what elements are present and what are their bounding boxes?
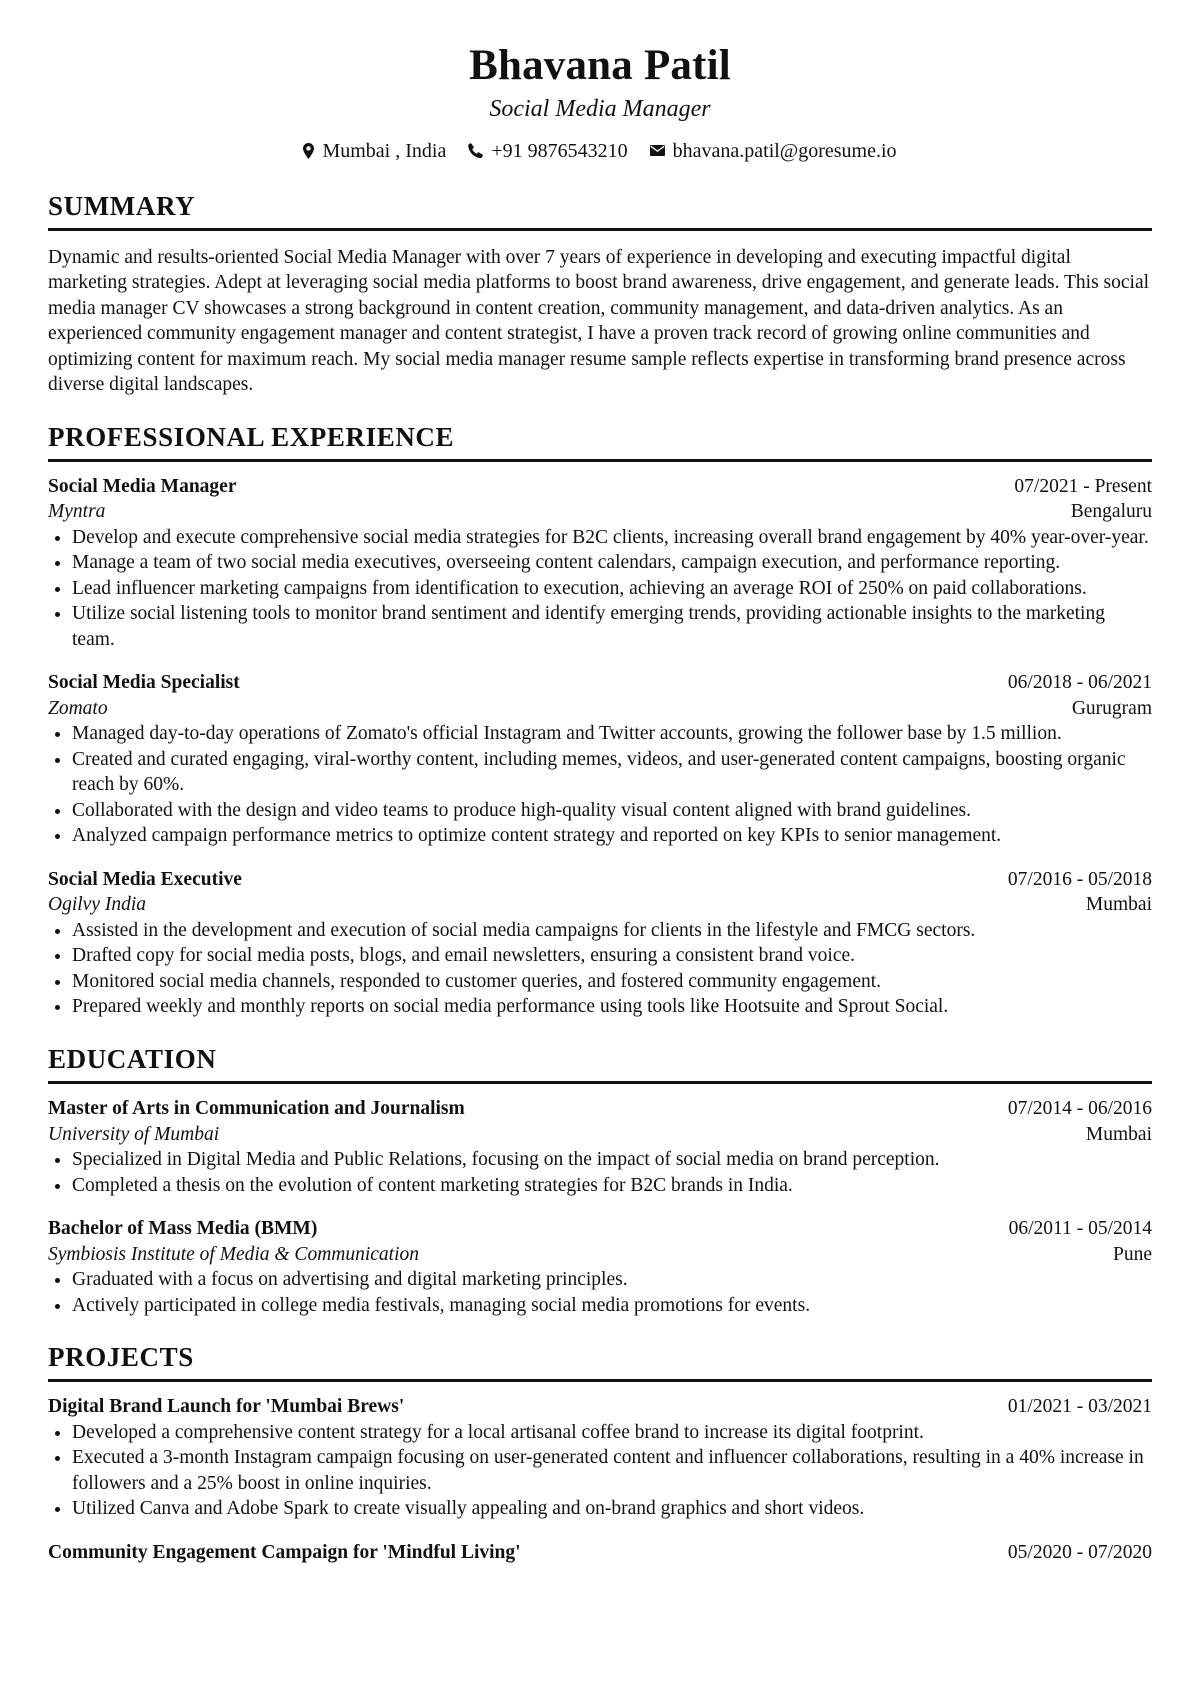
- job-bullet: • Managed day-to-day operations of Zomato's official Instagram and Twitter accounts, growing the follower base by 1.5 million.: [72, 721, 1152, 747]
- education-section: [48, 1042, 1152, 1318]
- job-bullet: • Monitored social media channels, responded to customer queries, and fostered community engagement.: [72, 969, 1152, 995]
- job-dates: 07/2016 - 05/2018: [1007, 868, 1152, 890]
- education-entry: [48, 1216, 1152, 1318]
- project-entry: [48, 1394, 1152, 1522]
- location-text: Mumbai , India: [322, 139, 447, 162]
- job-bullet: • Develop and execute comprehensive social media strategies for B2C clients, increasing overall brand engagement by 40% year-over-year.: [72, 525, 1152, 551]
- job-location: Gurugram: [1071, 697, 1152, 719]
- job-bullet: • Lead influencer marketing campaigns from identification to execution, achieving an average ROI of 250% on paid collaborations.: [72, 576, 1152, 602]
- education-dates: 06/2011 - 05/2014: [1008, 1218, 1152, 1240]
- email-link[interactable]: bhavana.patil@goresume.io: [672, 139, 897, 162]
- project-bullet: • Executed a 3-month Instagram campaign focusing on user-generated content and influencer collaborations, resulting in a 40% increase in followers and a 25% boost in online inquiries.: [72, 1445, 1152, 1496]
- candidate-title: Social Media Manager: [489, 95, 711, 122]
- school-name: University of Mumbai: [48, 1123, 220, 1145]
- job-bullets: [48, 525, 1152, 653]
- project-bullet: • Utilized Canva and Adobe Spark to create visually appealing and on-brand graphics and short videos.: [72, 1496, 1152, 1522]
- contact-location: [303, 137, 446, 165]
- job-location: Mumbai: [1085, 894, 1152, 916]
- job-bullet: • Utilize social listening tools to monitor brand sentiment and identify emerging trends, providing actionable insights to the marketing team.: [72, 601, 1152, 652]
- job-entry: [48, 867, 1152, 1020]
- project-title: Community Engagement Campaign for 'Mindful Living': [48, 1541, 521, 1563]
- job-bullet: • Created and curated engaging, viral-worthy content, including memes, videos, and user-generated content campaigns, boosting organic reach by 60%.: [72, 747, 1152, 798]
- summary-heading: SUMMARY: [48, 189, 1152, 231]
- job-bullet: • Collaborated with the design and video teams to produce high-quality visual content aligned with brand guidelines.: [72, 798, 1152, 824]
- education-dates: 07/2014 - 06/2016: [1007, 1098, 1152, 1120]
- job-bullet: • Drafted copy for social media posts, blogs, and email newsletters, ensuring a consistent brand voice.: [72, 943, 1152, 969]
- candidate-name: Bhavana Patil: [469, 42, 731, 89]
- project-bullets: [48, 1420, 1152, 1522]
- phone-icon: [468, 143, 483, 158]
- education-bullets: [48, 1147, 1152, 1198]
- project-title: Digital Brand Launch for 'Mumbai Brews': [48, 1396, 405, 1418]
- school-location: Mumbai: [1085, 1123, 1152, 1145]
- job-bullets: [48, 721, 1152, 849]
- job-bullet: • Analyzed campaign performance metrics to optimize content strategy and reported on key KPIs to senior management.: [72, 823, 1152, 849]
- education-bullet: • Specialized in Digital Media and Public Relations, focusing on the impact of social media on brand perception.: [72, 1147, 1152, 1173]
- school-location: Pune: [1113, 1243, 1152, 1265]
- project-dates: 01/2021 - 03/2021: [1007, 1396, 1152, 1418]
- projects-heading: PROJECTS: [48, 1340, 1152, 1382]
- education-heading: EDUCATION: [48, 1042, 1152, 1084]
- location-pin-icon: [303, 143, 314, 159]
- education-bullet: • Completed a thesis on the evolution of content marketing strategies for B2C brands in India.: [72, 1173, 1152, 1199]
- job-company: Zomato: [48, 697, 108, 719]
- job-dates: 07/2021 - Present: [1014, 475, 1152, 497]
- resume-header: [48, 40, 1152, 165]
- projects-section: [48, 1340, 1152, 1565]
- job-bullet: • Manage a team of two social media executives, overseeing content calendars, campaign execution, and performance reporting.: [72, 550, 1152, 576]
- summary-section: [48, 189, 1152, 398]
- job-bullet: • Prepared weekly and monthly reports on social media performance using tools like Hootsuite and Sprout Social.: [72, 994, 1152, 1020]
- contact-line: [48, 137, 1152, 165]
- project-dates: 05/2020 - 07/2020: [1007, 1541, 1152, 1563]
- school-name: Symbiosis Institute of Media & Communication: [48, 1243, 420, 1265]
- education-bullet: • Actively participated in college media festivals, managing social media promotions for events.: [72, 1293, 1152, 1319]
- job-company: Myntra: [48, 501, 106, 523]
- project-bullet: • Developed a comprehensive content strategy for a local artisanal coffee brand to increase its digital footprint.: [72, 1420, 1152, 1446]
- contact-phone: [468, 137, 627, 165]
- envelope-icon: [650, 145, 665, 156]
- degree-title: Master of Arts in Communication and Journalism: [48, 1098, 465, 1120]
- education-bullet: • Graduated with a focus on advertising and digital marketing principles.: [72, 1267, 1152, 1293]
- phone-text[interactable]: +91 9876543210: [491, 139, 628, 162]
- degree-title: Bachelor of Mass Media (BMM): [48, 1218, 318, 1240]
- job-entry: [48, 670, 1152, 849]
- job-entry: [48, 474, 1152, 653]
- job-title: Social Media Executive: [48, 868, 242, 890]
- education-entry: [48, 1096, 1152, 1198]
- experience-section: [48, 420, 1152, 1020]
- job-location: Bengaluru: [1070, 501, 1152, 523]
- summary-text: Dynamic and results-oriented Social Media Manager with over 7 years of experience in developing and executing impactful digital marketing strategies. Adept at leveraging social media platforms to boost brand awareness, drive engagement, and generate leads. This social media manager CV showcases a strong background in content creation, community management, and data-driven analytics. As an experienced community engagement manager and content strategist, I have a proven track record of growing online communities and optimizing content for maximum reach. My social media manager resume sample reflects expertise in transforming brand presence across diverse digital landscapes.: [48, 246, 1150, 396]
- project-entry: [48, 1540, 1152, 1566]
- job-bullet: • Assisted in the development and execution of social media campaigns for clients in the lifestyle and FMCG sectors.: [72, 918, 1152, 944]
- job-title: Social Media Specialist: [48, 672, 240, 694]
- job-title: Social Media Manager: [48, 475, 237, 497]
- job-company: Ogilvy India: [48, 894, 147, 916]
- job-bullets: [48, 918, 1152, 1020]
- job-dates: 06/2018 - 06/2021: [1007, 672, 1152, 694]
- education-bullets: [48, 1267, 1152, 1318]
- contact-email: [650, 137, 897, 165]
- experience-heading: PROFESSIONAL EXPERIENCE: [48, 420, 1152, 462]
